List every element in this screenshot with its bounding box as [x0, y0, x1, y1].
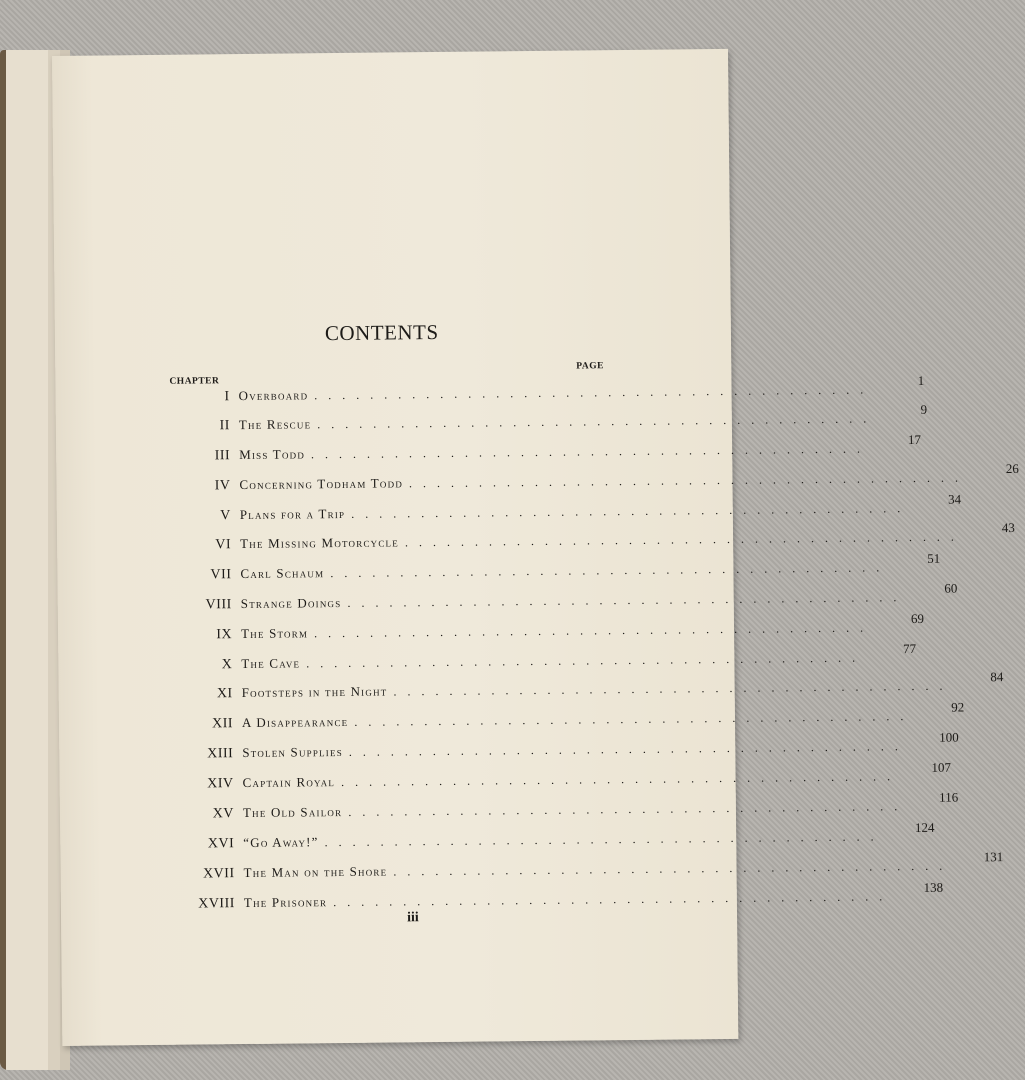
page-number: 34 [948, 491, 962, 507]
chapter-number: XVIII [198, 896, 235, 912]
chapter-title: The Man on the Shore [243, 863, 388, 881]
chapter-title: Captain Royal [242, 774, 336, 791]
toc-row [167, 550, 941, 589]
page-number: 60 [944, 580, 958, 596]
chapter-title: “Go Away!” [243, 834, 319, 851]
chapter-title: Carl Schaum [240, 565, 325, 582]
dot-leader: ........................................ [333, 889, 894, 910]
dot-leader: ........................................ [306, 650, 867, 671]
page-number: 1 [917, 372, 925, 388]
page-folio: iii [406, 910, 419, 926]
page-number: 84 [990, 669, 1004, 685]
page-number: 107 [931, 759, 952, 775]
page-number: 92 [951, 699, 965, 715]
chapter-number: I [224, 389, 230, 405]
toc-row [167, 491, 962, 530]
dot-leader: ........................................ [348, 799, 909, 819]
page-number: 43 [1001, 519, 1015, 536]
dot-leader: ........................................ [324, 829, 885, 850]
page-number: 69 [910, 610, 925, 627]
chapter-number: IV [214, 478, 231, 494]
dot-leader: ........................................ [404, 529, 965, 550]
dot-leader: ........................................ [393, 858, 954, 879]
dot-leader: ........................................ [317, 411, 878, 432]
chapter-title: The Cave [241, 655, 301, 672]
chapter-title: Plans for a Trip [239, 505, 346, 523]
chapter-number: II [219, 418, 230, 434]
chapter-column-label: CHAPTER [169, 376, 220, 387]
toc-row [168, 640, 917, 679]
chapter-number: XV [212, 806, 235, 822]
chapter-number: XVII [202, 866, 235, 882]
dot-leader: ........................................ [310, 441, 872, 462]
chapter-number: VI [215, 537, 232, 553]
chapter-number: XIII [207, 746, 234, 762]
chapter-number: XII [211, 716, 234, 732]
chapter-number: XVI [207, 836, 235, 852]
dot-leader: ........................................ [348, 739, 909, 759]
book-page [52, 49, 1019, 1046]
page-number: 9 [920, 401, 928, 417]
chapter-title: The Rescue [238, 416, 312, 433]
page-number: 26 [1005, 460, 1019, 477]
dot-leader: ........................................ [314, 382, 875, 403]
page-number: 51 [927, 550, 941, 566]
chapter-number: VIII [205, 597, 232, 613]
chapter-number: X [221, 657, 233, 673]
dot-leader: ........................................ [330, 560, 891, 581]
chapter-title: Strange Doings [240, 594, 342, 612]
dot-leader: ........................................ [314, 620, 875, 641]
page-number: 124 [914, 819, 935, 836]
chapter-title: The Old Sailor [242, 804, 343, 821]
dot-leader: ........................................ [351, 501, 912, 521]
page-title: CONTENTS [324, 319, 439, 346]
chapter-title: A Disappearance [241, 713, 349, 731]
chapter-title: Footsteps in the Night [241, 683, 388, 701]
chapter-number: XI [216, 686, 233, 702]
page-number: 77 [902, 640, 917, 657]
dot-leader: ........................................ [347, 590, 908, 610]
page-number: 138 [923, 879, 944, 895]
dot-leader: ........................................ [341, 769, 902, 790]
page-column-label: PAGE [576, 361, 605, 372]
chapter-number: III [214, 448, 231, 464]
chapter-title: Miss Todd [239, 446, 306, 463]
toc-row [166, 431, 921, 470]
chapter-title: Concerning Todham Todd [239, 475, 404, 493]
toc-row [170, 819, 935, 858]
page-number: 131 [983, 849, 1004, 865]
dot-leader: ........................................ [393, 678, 954, 699]
page-number: 100 [939, 729, 959, 745]
dot-leader: ........................................ [408, 470, 970, 491]
page-number: 17 [907, 431, 921, 448]
chapter-title: The Storm [240, 625, 309, 642]
chapter-title: The Prisoner [243, 894, 328, 911]
dot-leader: ........................................ [354, 709, 915, 729]
page-number: 116 [939, 789, 959, 805]
chapter-number: V [220, 508, 231, 524]
chapter-title: Overboard [238, 387, 309, 404]
chapter-number: XIV [207, 776, 234, 792]
chapter-title: The Missing Motorcycle [240, 534, 399, 552]
chapter-title: Stolen Supplies [242, 743, 343, 761]
chapter-number: IX [216, 627, 233, 643]
chapter-number: VII [210, 567, 232, 583]
toc-row [170, 759, 952, 798]
